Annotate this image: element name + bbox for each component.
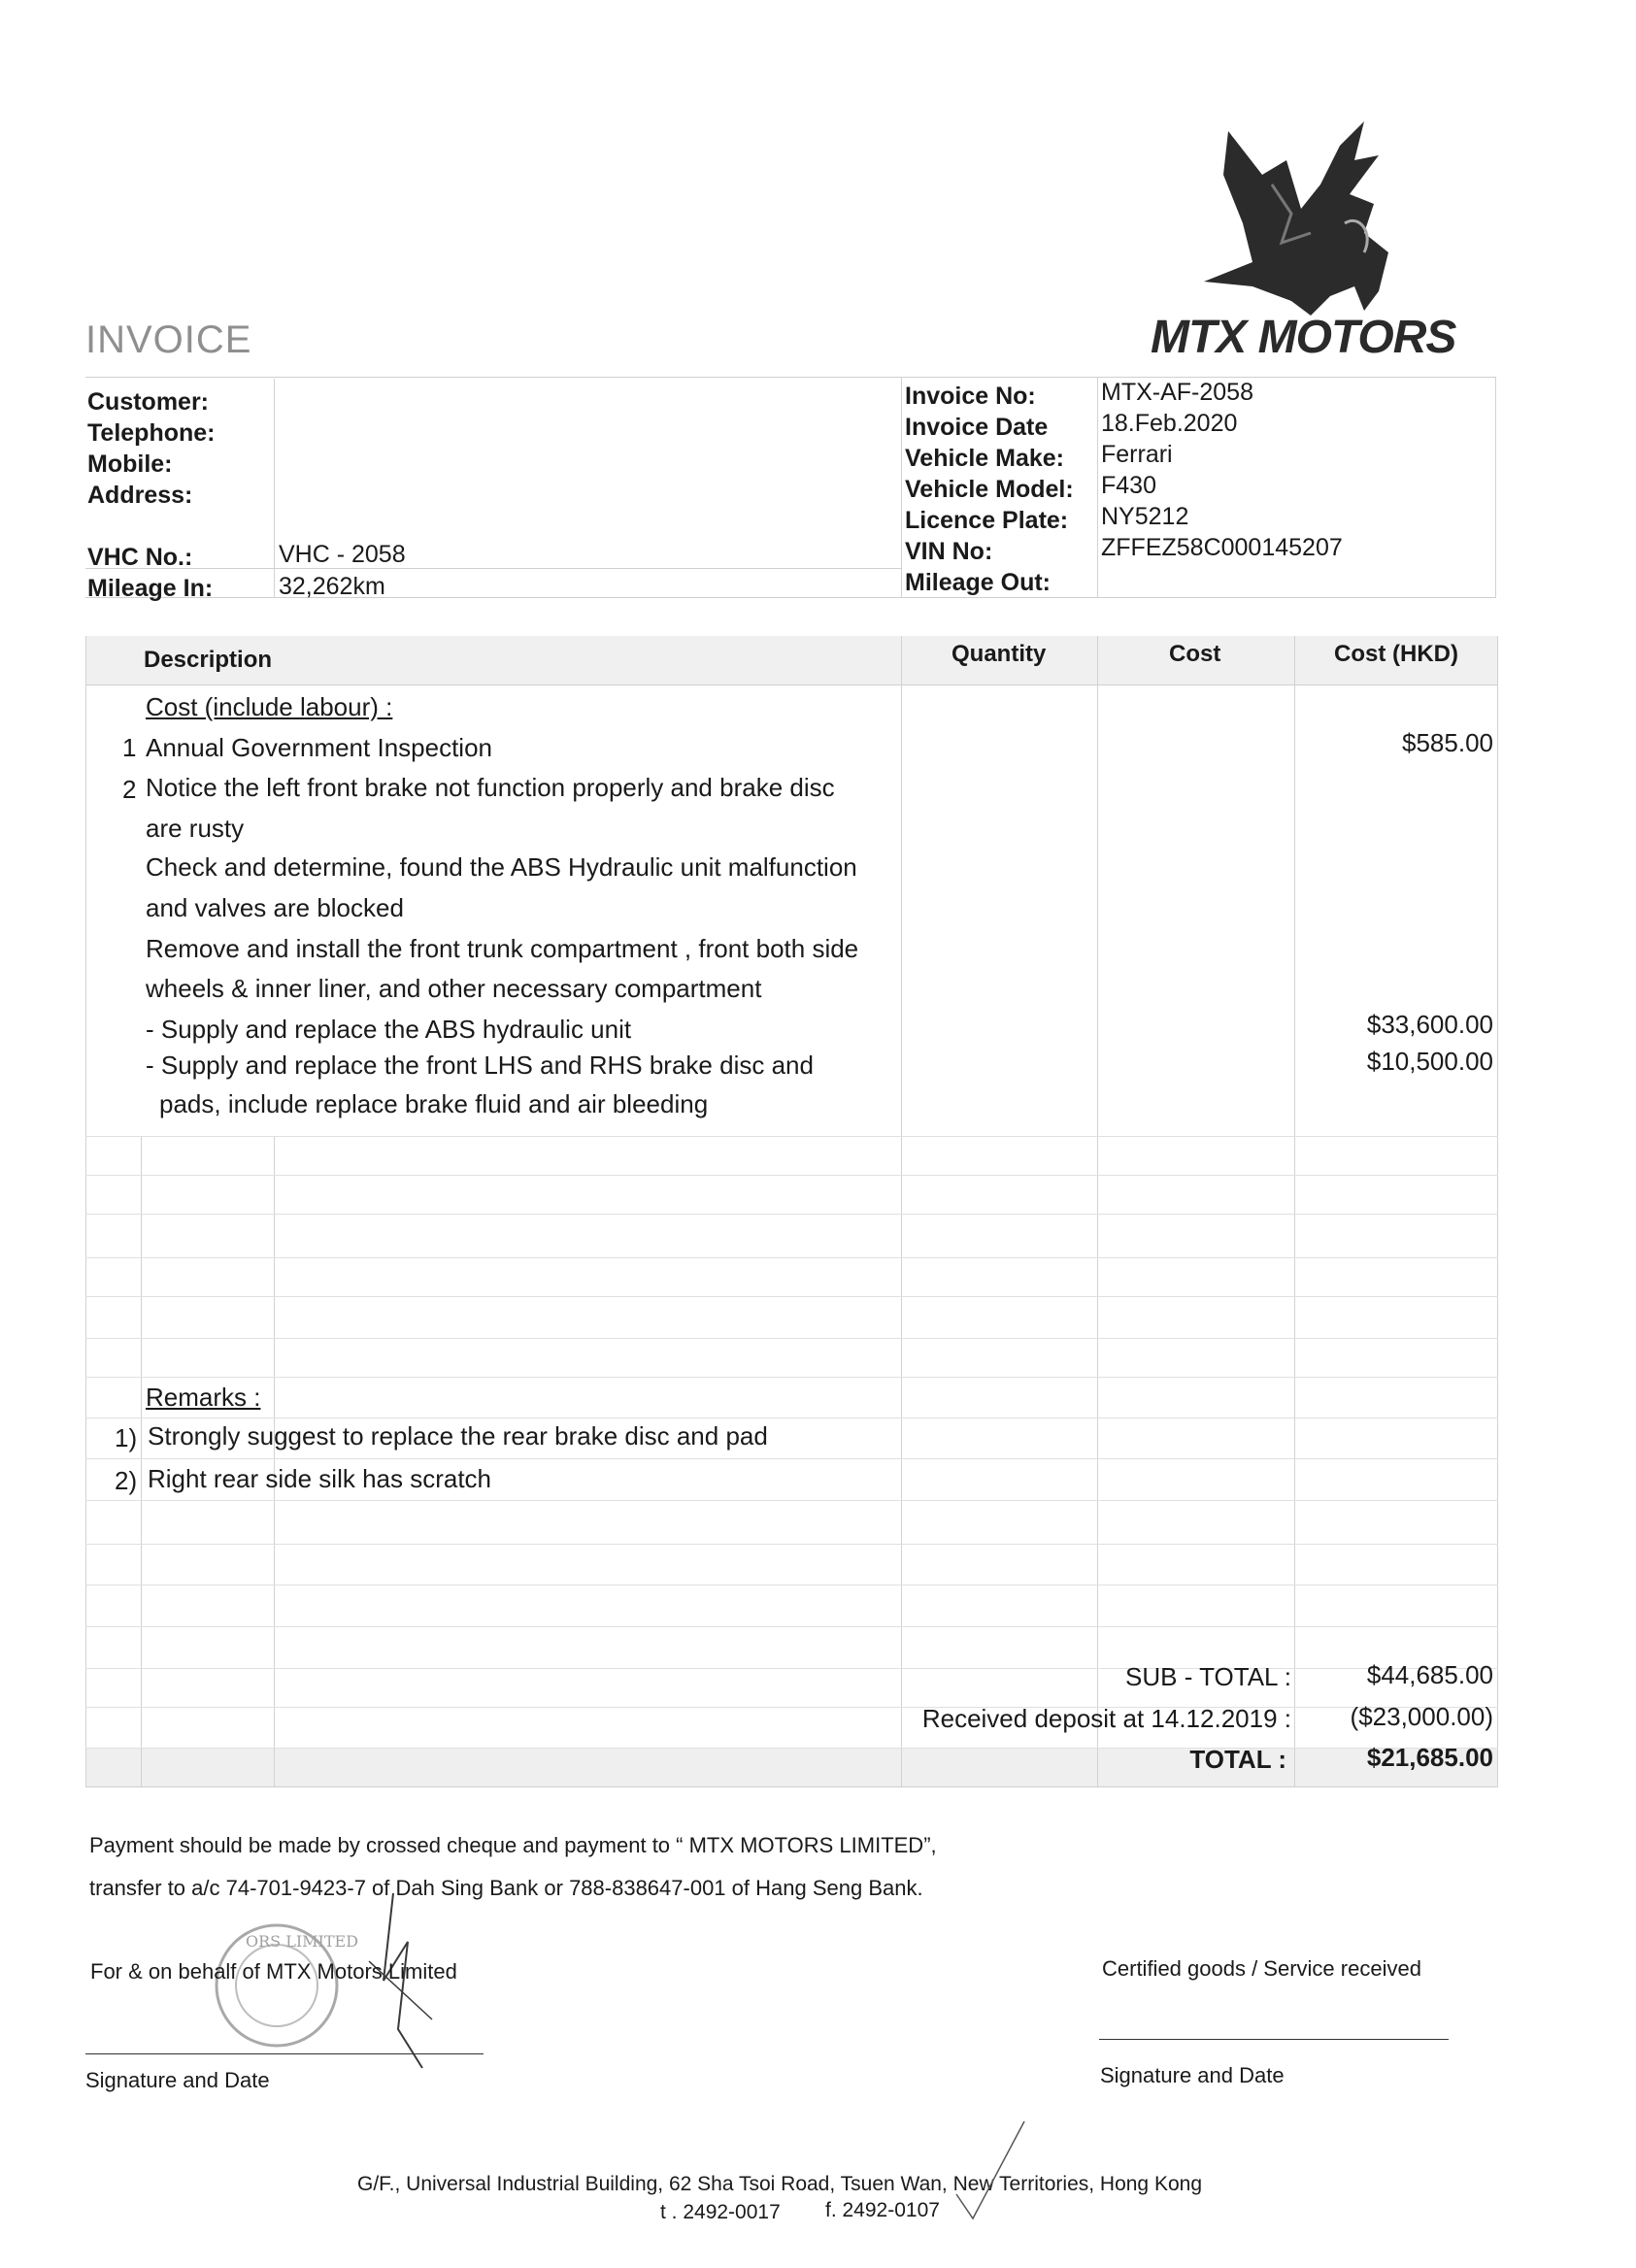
divider <box>85 1296 1498 1297</box>
divider <box>901 636 902 1786</box>
divider <box>85 1544 1498 1545</box>
col-cost-hkd: Cost (HKD) <box>1334 641 1458 667</box>
divider <box>1294 636 1295 1786</box>
total-value: $21,685.00 <box>1366 1743 1493 1772</box>
divider <box>1097 377 1098 598</box>
divider <box>85 1584 1498 1585</box>
svg-text:ORS LIMITED: ORS LIMITED <box>246 1932 359 1951</box>
remark-number: 2) <box>115 1466 138 1495</box>
divider <box>85 1338 1498 1339</box>
left-signature-line <box>85 2053 484 2054</box>
divider <box>901 597 1495 598</box>
mileage-out-label: Mileage Out: <box>905 569 1052 596</box>
line-item: wheels & inner liner, and other necessary compartment <box>146 974 762 1003</box>
left-signature-caption: Signature and Date <box>85 2068 270 2092</box>
divider <box>85 684 1498 685</box>
vhc-value: VHC - 2058 <box>279 541 406 568</box>
divider <box>274 379 275 597</box>
subtotal-label: SUB - TOTAL : <box>1125 1662 1291 1691</box>
line-amount: $10,500.00 <box>1366 1047 1493 1076</box>
invoice-no-value: MTX-AF-2058 <box>1101 379 1253 406</box>
divider <box>85 568 901 569</box>
licence-plate-label: Licence Plate: <box>905 507 1069 534</box>
mileage-in-value: 32,262km <box>279 573 385 600</box>
divider <box>85 1136 1498 1137</box>
certified-goods-label: Certified goods / Service received <box>1102 1956 1421 1981</box>
winged-bull-logo-icon <box>1194 117 1418 325</box>
divider <box>85 1214 1498 1215</box>
line-item: Notice the left front brake not function properly and brake disc <box>146 773 835 802</box>
subtotal-value: $44,685.00 <box>1366 1660 1493 1689</box>
divider <box>141 1136 142 1786</box>
address-label: Address: <box>87 482 193 509</box>
line-item: pads, include replace brake fluid and air bleeding <box>159 1089 709 1118</box>
footer-telephone: t . 2492-0017 <box>660 2201 781 2223</box>
line-item: Remove and install the front trunk compartment , front both side <box>146 934 859 963</box>
total-label: TOTAL : <box>1189 1745 1286 1774</box>
line-item: - Supply and replace the ABS hydraulic unit <box>146 1015 632 1044</box>
divider <box>901 377 1495 378</box>
vhc-label: VHC No.: <box>87 544 193 571</box>
divider <box>85 1257 1498 1258</box>
line-item: are rusty <box>146 814 245 843</box>
line-amount: $585.00 <box>1402 728 1493 757</box>
right-signature-caption: Signature and Date <box>1100 2063 1285 2087</box>
company-stamp-icon <box>189 1918 364 2053</box>
divider <box>1097 636 1098 1786</box>
divider <box>85 1500 1498 1501</box>
vin-label: VIN No: <box>905 538 993 565</box>
line-number: 1 <box>122 733 137 762</box>
vehicle-model-label: Vehicle Model: <box>905 476 1074 503</box>
vehicle-make-label: Vehicle Make: <box>905 445 1064 472</box>
divider <box>85 1786 1498 1787</box>
vehicle-make-value: Ferrari <box>1101 441 1173 468</box>
telephone-label: Telephone: <box>87 419 216 447</box>
invoice-date-value: 18.Feb.2020 <box>1101 410 1238 437</box>
footer-address: G/F., Universal Industrial Building, 62 Sha Tsoi Road, Tsuen Wan, New Territories, Hong Kong <box>357 2173 1202 2195</box>
payment-terms-line1: Payment should be made by crossed cheque and payment to “ MTX MOTORS LIMITED”, <box>89 1833 937 1857</box>
mileage-in-label: Mileage In: <box>87 575 214 602</box>
divider <box>85 377 901 378</box>
deposit-label: Received deposit at 14.12.2019 : <box>921 1704 1291 1733</box>
remark-item: Right rear side silk has scratch <box>148 1464 492 1493</box>
divider <box>85 1458 1498 1459</box>
col-cost: Cost <box>1169 641 1221 667</box>
col-description: Description <box>144 647 273 673</box>
payment-terms-line2: transfer to a/c 74-701-9423-7 of Dah Sing Bank or 788-838647-001 of Hang Seng Bank. <box>89 1876 923 1900</box>
divider <box>1497 636 1498 1786</box>
mobile-label: Mobile: <box>87 450 173 478</box>
company-behalf-label: For & on behalf of MTX Motors Limited <box>90 1959 457 1984</box>
line-item: and valves are blocked <box>146 893 404 922</box>
licence-plate-value: NY5212 <box>1101 503 1189 530</box>
remark-item: Strongly suggest to replace the rear brake disc and pad <box>148 1421 768 1451</box>
divider <box>85 1626 1498 1627</box>
vehicle-model-value: F430 <box>1101 472 1156 499</box>
line-amount: $33,600.00 <box>1366 1010 1493 1039</box>
divider <box>85 636 86 1786</box>
footer-scribble-icon <box>952 2117 1039 2223</box>
vin-value: ZFFEZ58C000145207 <box>1101 534 1343 561</box>
customer-label: Customer: <box>87 388 210 416</box>
section-cost-heading: Cost (include labour) : <box>146 692 393 721</box>
divider <box>85 1175 1498 1176</box>
footer-fax: f. 2492-0107 <box>825 2199 940 2221</box>
divider <box>901 377 902 598</box>
divider <box>85 1377 1498 1378</box>
remarks-heading: Remarks : <box>146 1383 261 1412</box>
right-signature-line <box>1099 2039 1449 2040</box>
col-quantity: Quantity <box>952 641 1047 667</box>
divider <box>1495 377 1496 598</box>
line-item: - Supply and replace the front LHS and RHS brake disc and <box>146 1051 814 1080</box>
divider <box>274 1136 275 1786</box>
invoice-no-label: Invoice No: <box>905 383 1036 410</box>
deposit-value: ($23,000.00) <box>1350 1702 1493 1731</box>
brand-name: MTX MOTORS <box>1151 312 1456 363</box>
line-item: Check and determine, found the ABS Hydraulic unit malfunction <box>146 852 857 882</box>
remark-number: 1) <box>115 1423 138 1452</box>
line-number: 2 <box>122 775 137 804</box>
table-header <box>85 636 1498 684</box>
invoice-title: INVOICE <box>85 318 252 361</box>
invoice-date-label: Invoice Date <box>905 414 1049 441</box>
line-item: Annual Government Inspection <box>146 733 492 762</box>
